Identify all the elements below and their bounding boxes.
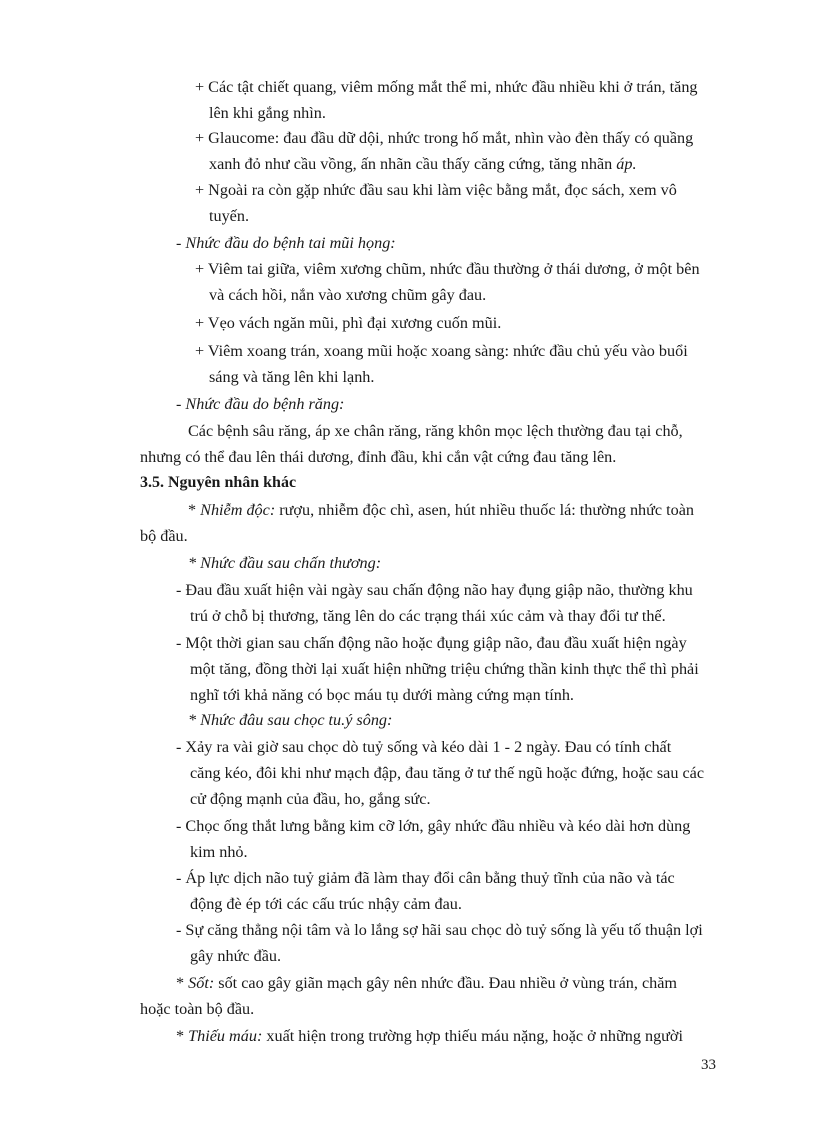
- paragraph-line: nghĩ tới khả năng có bọc máu tụ dưới màng cứng mạn tính.: [190, 686, 574, 704]
- paragraph-line: - Đau đầu xuất hiện vài ngày sau chấn động não hay đụng giập não, thường khu: [176, 581, 693, 599]
- paragraph-line: gây nhức đầu.: [190, 947, 282, 965]
- italic-text: - Nhức đầu do bệnh tai mũi họng:: [176, 234, 396, 252]
- paragraph-line: - Áp lực dịch não tuỷ giảm đã làm thay đổi cân bằng thuỷ tĩnh của não và tác: [176, 869, 675, 887]
- paragraph-line: - Sự căng thẳng nội tâm và lo lắng sợ hãi sau chọc dò tuỷ sống là yếu tố thuận lợi: [176, 921, 703, 939]
- italic-text: áp.: [616, 155, 637, 173]
- paragraph-line: - Chọc ống thắt lưng bằng kim cỡ lớn, gây nhức đầu nhiều và kéo dài hơn dùng: [176, 817, 691, 835]
- paragraph-line: [176, 970, 714, 996]
- italic-text: Thiếu máu:: [188, 1027, 263, 1045]
- paragraph-line: - Xảy ra vài giờ sau chọc dò tuỷ sống và kéo dài 1 - 2 ngày. Đau có tính chất: [176, 738, 672, 756]
- subsection-title: [176, 391, 714, 417]
- paragraph-line: sáng và tăng lên khi lạnh.: [209, 368, 375, 386]
- italic-text: - Nhức đầu do bệnh răng:: [176, 395, 345, 413]
- paragraph-line: bộ đầu.: [140, 527, 188, 545]
- paragraph-line: căng kéo, đôi khi như mạch đập, đau tăng ở tư thế ngũ hoặc đứng, hoặc sau các: [190, 764, 705, 782]
- paragraph-line: kim nhỏ.: [190, 843, 248, 861]
- paragraph-line: + Các tật chiết quang, viêm mống mắt thể mi, nhức đầu nhiều khi ở trán, tăng: [195, 78, 698, 96]
- italic-text: Sốt:: [188, 974, 215, 992]
- paragraph-line: + Viêm xoang trán, xoang mũi hoặc xoang sàng: nhức đầu chủ yếu vào buổi: [195, 342, 688, 360]
- paragraph-line: động đè ép tới các cấu trúc nhậy cảm đau.: [190, 895, 462, 913]
- italic-text: Nhiễm độc:: [200, 501, 276, 519]
- subsection-title: [188, 550, 714, 576]
- paragraph-line: + Vẹo vách ngăn mũi, phì đại xương cuốn mũi.: [195, 314, 502, 332]
- text-run: xuất hiện trong trường hợp thiếu máu nặng, hoặc ở những người: [262, 1027, 683, 1045]
- subsection-title: [176, 230, 714, 256]
- paragraph-line: và cách hồi, nắn vào xương chũm gây đau.: [209, 286, 487, 304]
- text-run: rượu, nhiễm độc chì, asen, hút nhiều thuốc lá: thường nhức toàn: [275, 501, 695, 519]
- paragraph-line: cử động mạnh của đầu, ho, gắng sức.: [190, 790, 431, 808]
- text-run: *: [176, 974, 189, 992]
- paragraph-line: [209, 151, 714, 177]
- italic-text: * Nhức đâu sau chọc tu.ý sông:: [188, 711, 393, 729]
- paragraph-line: trú ở chỗ bị thương, tăng lên do các trạng thái xúc cảm và thay đổi tư thế.: [190, 607, 666, 625]
- paragraph-line: lên khi gắng nhìn.: [209, 104, 326, 122]
- paragraph-line: hoặc toàn bộ đầu.: [140, 1000, 255, 1018]
- paragraph-line: - Một thời gian sau chấn động não hoặc đụng giập não, đau đầu xuất hiện ngày: [176, 634, 687, 652]
- text-run: *: [176, 1027, 189, 1045]
- italic-text: * Nhức đầu sau chấn thương:: [188, 554, 382, 572]
- paragraph-line: nhưng có thể đau lên thái dương, đỉnh đầu, khi cắn vật cứng đau tăng lên.: [140, 448, 617, 466]
- paragraph-line: một tăng, đồng thời lại xuất hiện những triệu chứng thần kinh thực thể thì phải: [190, 660, 699, 678]
- text-run: sốt cao gây giãn mạch gây nên nhức đầu. Đau nhiều ở vùng trán, chăm: [214, 974, 678, 992]
- subsection-title: [188, 707, 714, 733]
- section-heading: 3.5. Nguyên nhân khác: [140, 474, 297, 491]
- paragraph-line: + Glaucome: đau đầu dữ dội, nhức trong hố mắt, nhìn vào đèn thấy có quầng: [195, 129, 694, 147]
- text-run: *: [188, 501, 201, 519]
- paragraph-line: + Ngoài ra còn gặp nhức đầu sau khi làm việc bằng mắt, đọc sách, xem vô: [195, 181, 677, 199]
- paragraph-line: tuyến.: [209, 207, 250, 225]
- text-run: xanh đỏ như cầu vồng, ấn nhãn cầu thấy căng cứng, tăng nhãn: [209, 155, 617, 173]
- paragraph-line: Các bệnh sâu răng, áp xe chân răng, răng khôn mọc lệch thường đau tại chỗ,: [188, 422, 683, 440]
- paragraph-line: [176, 1023, 714, 1049]
- paragraph-line: + Viêm tai giữa, viêm xương chũm, nhức đầu thường ở thái dương, ở một bên: [195, 260, 700, 278]
- paragraph-line: [188, 497, 714, 523]
- page-number: 33: [701, 1057, 716, 1073]
